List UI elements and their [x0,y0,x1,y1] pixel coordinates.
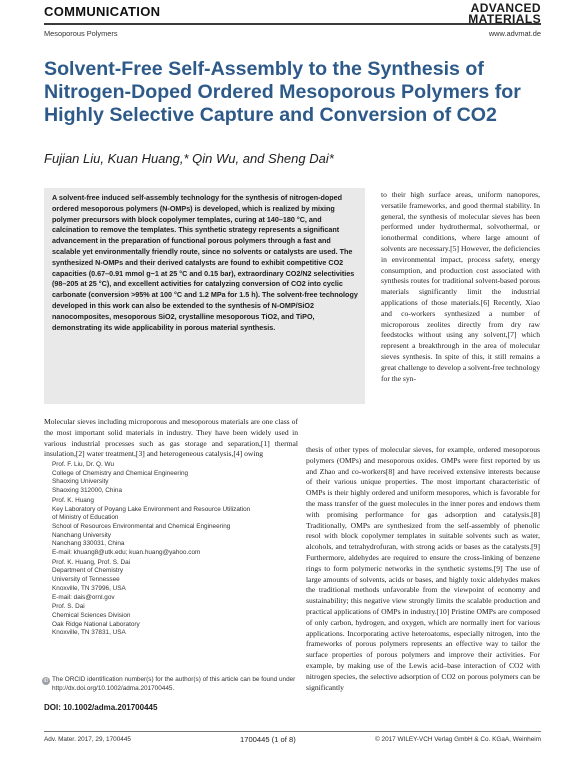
article-title: Solvent-Free Self-Assembly to the Synthesis of Nitrogen-Doped Ordered Mesoporous Polymers for Highly Selective Capture and Conversion of CO2 [44,58,521,126]
body-text-right-top: to their high surface areas, uniform nanopores, versatile frameworks, and good thermal stability. In general, the synthesis of molecular sieves has been performed under hydrothermal, solvothermal, or ionothermal conditions, where large amount of solvents are necessary.[5] However, the deficiencies in environmental impact, process safety, energy consumption, and production cost associated with synthesis routes for traditional solvent-based porous materials significantly limit the industrial applications of those materials.[6] Recently, Xiao and co-workers synthesized a number of microporous zeolites directly from dry raw feedstocks without using any solvent,[7] which represent a breakthrough in the area of molecular sieves synthesis. In spite of this, it still remains a great challenge to develop a solvent-free technology for the syn- [381,190,540,383]
abstract-text: A solvent-free induced self-assembly technology for the synthesis of nitrogen-doped ordered mesoporous polymers (N-OMPs) is developed, which is realized by mixing polymer precursors with block copolymer templates, curing at 140–180 °C, and calcination to remove the templates. This synthetic strategy represents a significant advancement in the preparation of functional porous polymers through a fast and scalable yet environmentally friendly route, since no solvents or catalysts are used. The synthesized N-OMPs and their derived catalysts are found to exhibit competitive CO2 capacities (0.67–0.91 mmol g−1 at 25 °C and 0.15 bar), extraordinary CO2/N2 selectivities (98–205 at 25 °C), and excellent activities for catalyzing conversion of CO2 into cyclic carbonate (conversion >95% at 100 °C and 1.2 MPa for 1.5 h). The solvent-free technology developed in this work can also be extended to the synthesis of N-OMP/SiO2 nanocomposites, mesoporous SiO2, crystalline mesoporous TiO2, and TiPO, demonstrating its wide applicability in porous material synthesis. [52,193,358,332]
subject-label: Mesoporous Polymers [44,29,118,38]
footer-copyright: © 2017 WILEY-VCH Verlag GmbH & Co. KGaA, Weinheim [375,736,541,743]
affiliation-line: Prof. S. Dai [52,603,85,611]
affiliation-line: Shaoxing University [52,478,109,486]
affiliation-line: College of Chemistry and Chemical Engineering [52,469,189,477]
affiliation-line: University of Tennessee [52,576,120,584]
affiliation-line: Knoxville, TN 37996, USA [52,584,126,592]
affiliation-line: of Ministry of Education [52,514,119,522]
journal-logo-line1: ADVANCED [470,1,541,15]
body-text-right-column: thesis of other types of molecular sieves, for example, ordered mesoporous polymers (OMPs) and mesoporous oxides. OMPs were first reported by us and Zhao and co-workers[8] and have received extensive interests because of their various unique properties. The most important characteristic of OMPs is their highly ordered and uniform mesopores, which is favorable for the mass transfer of the guest molecules in the inner pores and endows them with promising performance for gas adsorption and catalysis.[8] Traditionally, OMPs are synthesized from the self-assembly of phenolic resol with block copolymer templates in suitable solvents such as water, alcohols, and tetrahydrofuran, with strong acids or bases as the catalysts.[9] Furthermore, aldehydes are required to ensure the cross-linking of benzene rings to form polymeric networks in the synthetic systems.[9] The use of large amounts of solvents, acids or bases, and highly toxic aldehydes makes the traditional methods unfavorable from the viewpoint of economy and sustainability; this negative view strongly limits the scalable production and practical applications of OMPs in industry.[10] Pristine OMPs are composed of only carbon, hydrogen, and oxygen, which are normally inert for various applications. Incorporating active heteroatoms, especially nitrogen, into the frameworks of porous polymers represents an effective way to tailor the surface properties of porous polymers and improve their activities. For example, by making use of the Lewis acid–base interaction of CO2 with nitrogen species, the selective adsorption of CO2 on porous polymers can be significantly [306,445,540,692]
affiliations [52,461,302,639]
affiliation-line: Prof. F. Liu, Dr. Q. Wu [52,461,115,468]
affiliation-block [52,559,302,603]
affiliation-line: Department of Chemistry [52,567,124,575]
affiliation-line: Chemical Sciences Division [52,611,131,619]
affiliation-line: E-mail: khuang8@utk.edu; kuan.huang@yahoo.com [52,549,201,557]
affiliation-line: Knoxville, TN 37831, USA [52,629,126,637]
journal-url[interactable]: www.advmat.de [488,29,541,38]
footer-page-number: 1700445 (1 of 8) [240,735,296,744]
body-text-left-column: Molecular sieves including microporous and mesoporous materials are one class of the most important solid materials in industry. They have been widely used in various industrial processes such as gas storage and separation,[1] thermal insulation,[2] water treatment,[3] and heterogeneous catalysis,[4] owing [44,417,298,459]
author-list: Fujian Liu, Kuan Huang,* Qin Wu, and Sheng Dai* [44,151,334,166]
orcid-note: The ORCID identification number(s) for the author(s) of this article can be found under http://dx.doi.org/10.1002/adma.201700445. [52,676,296,692]
affiliation-line: Prof. K. Huang [52,496,94,504]
affiliation-line: Shaoxing 312000, China [52,487,122,495]
journal-logo-line2: MATERIALS [468,12,541,26]
affiliation-line: Nanchang 330031, China [52,540,125,548]
affiliation-line: Oak Ridge National Laboratory [52,620,140,628]
orcid-icon: iD [43,678,49,684]
affiliation-line: Prof. K. Huang, Prof. S. Dai [52,558,131,566]
affiliation-block [52,603,302,638]
affiliation-line: Nanchang University [52,531,111,539]
affiliation-line: Key Laboratory of Poyang Lake Environment and Resource Utilization [52,505,251,513]
affiliation-block [52,461,302,496]
footer-citation: Adv. Mater. 2017, 29, 1700445 [44,736,131,743]
affiliation-line: E-mail: dais@ornl.gov [52,593,115,601]
journal-logo [431,3,541,25]
affiliation-block [52,497,302,558]
section-label: COMMUNICATION [44,4,161,19]
doi[interactable]: DOI: 10.1002/adma.201700445 [44,703,158,712]
affiliation-line: School of Resources Environmental and Chemical Engineering [52,522,231,530]
footer-rule [44,731,541,732]
